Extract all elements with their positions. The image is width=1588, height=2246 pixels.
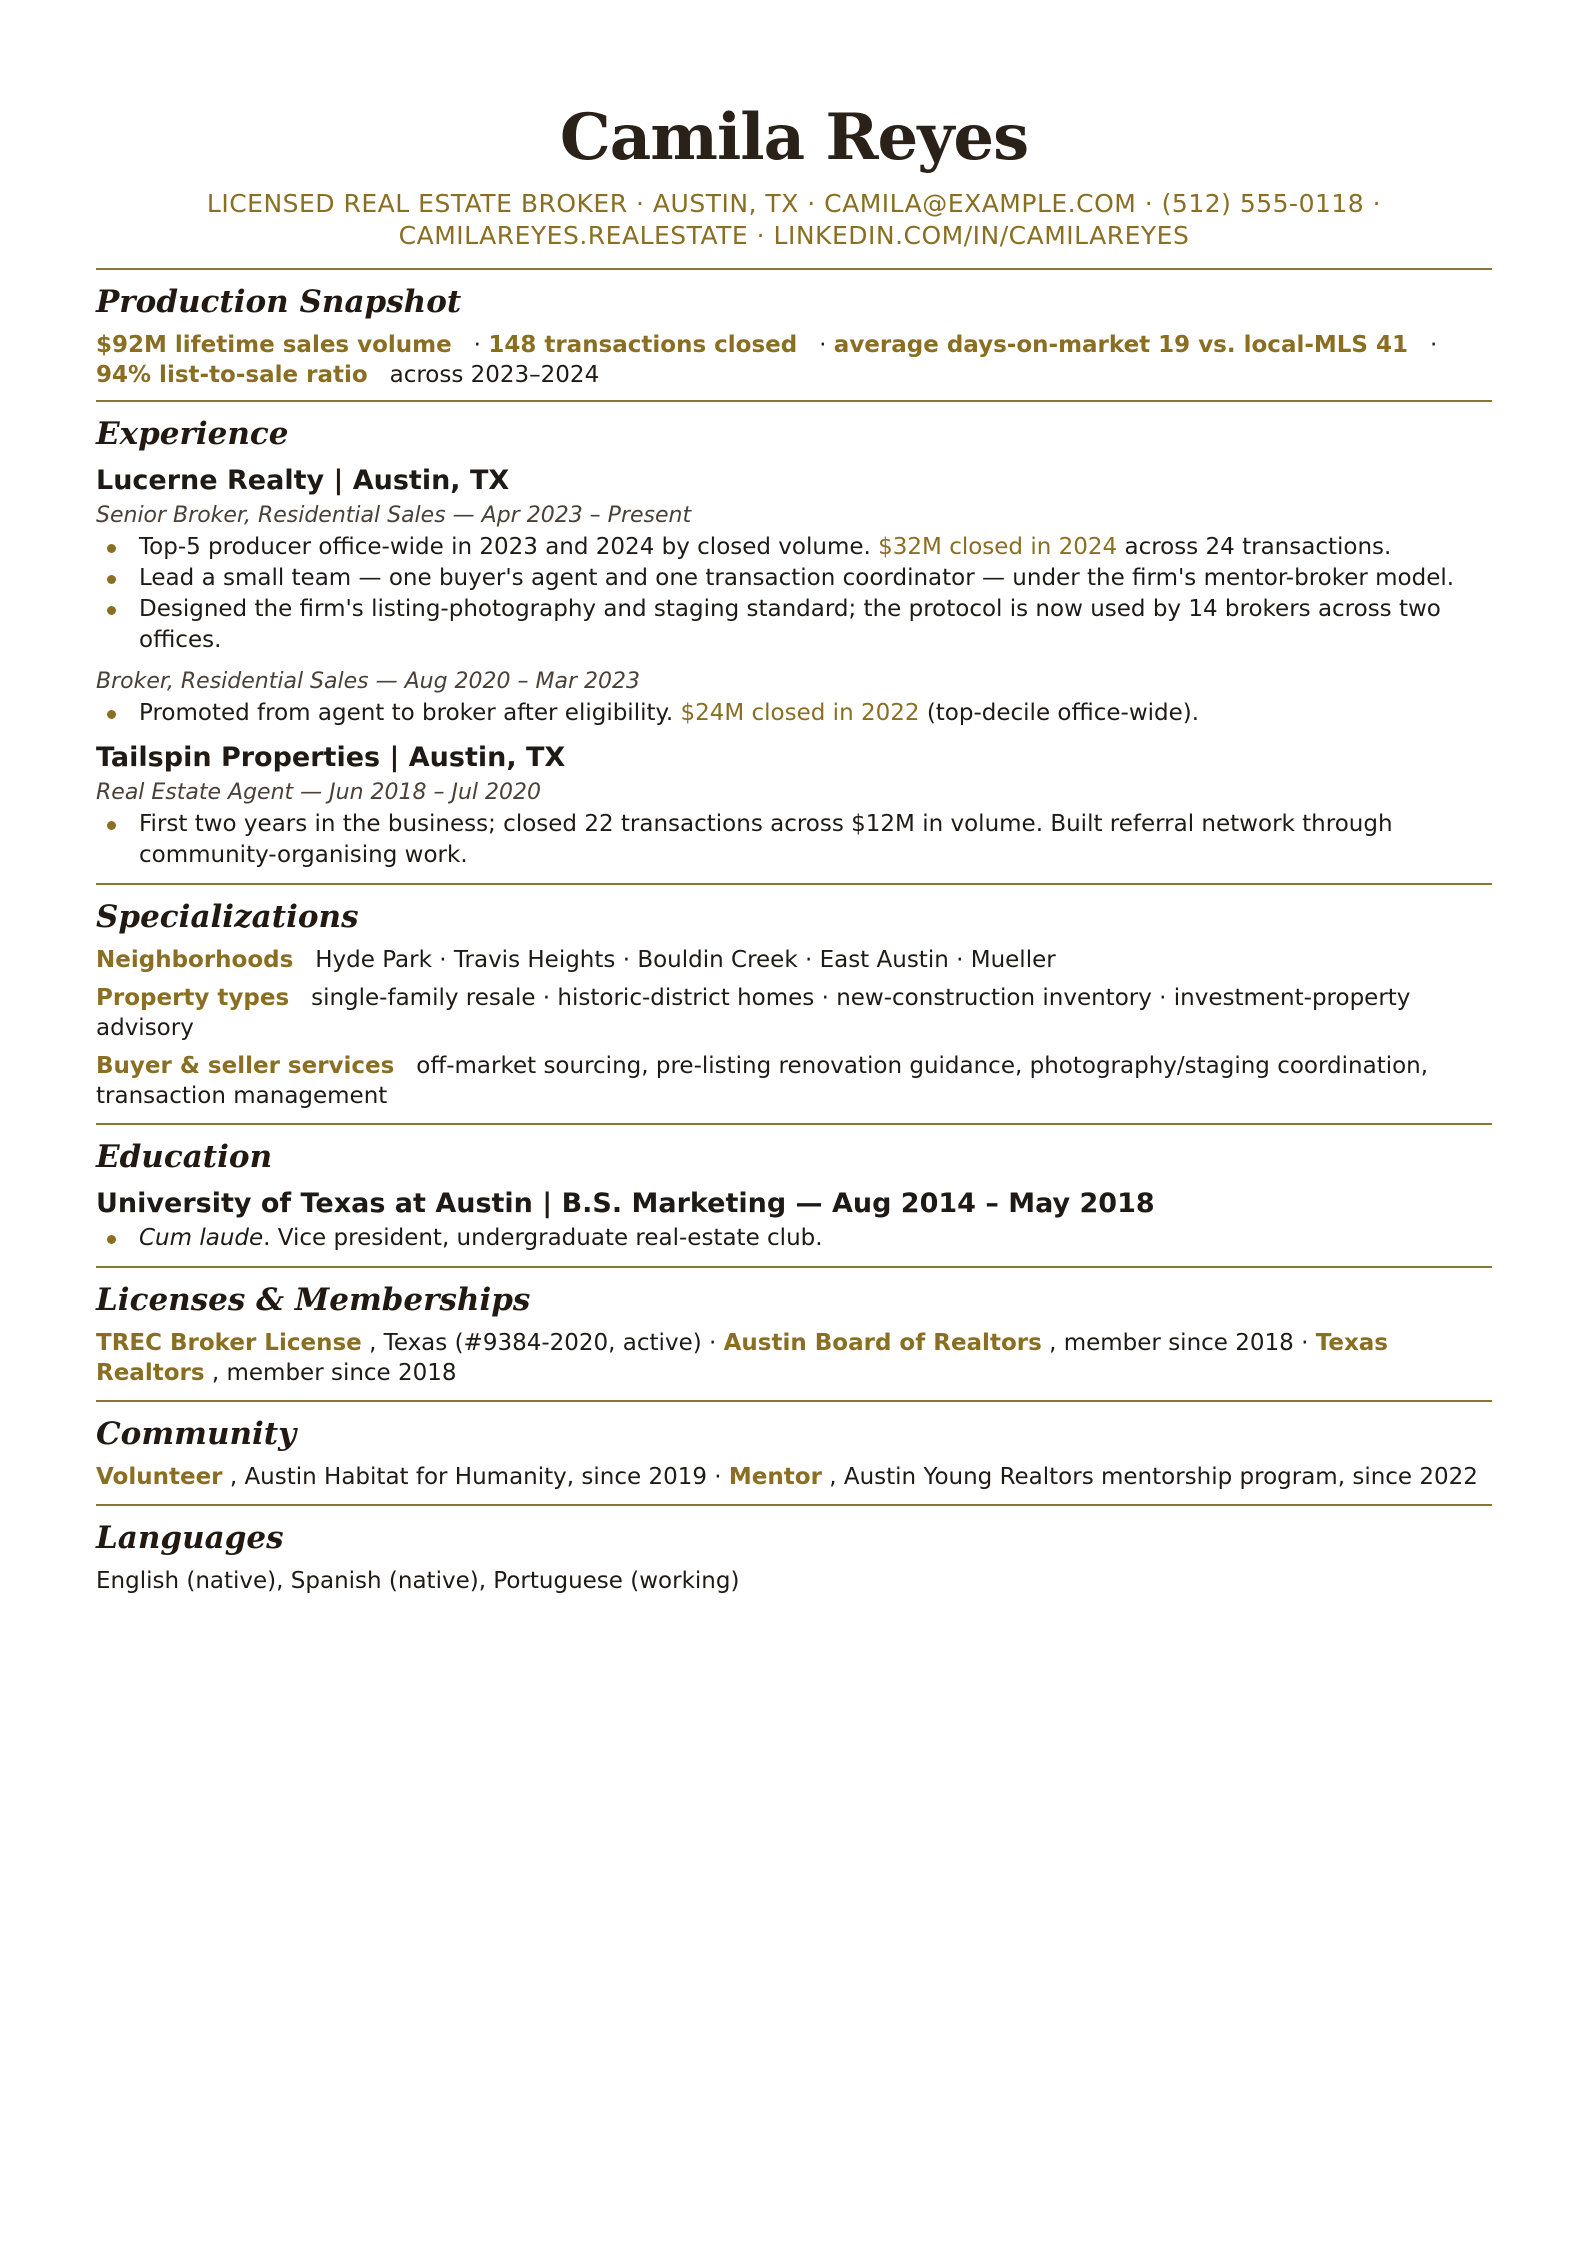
contact-line-2: CAMILAREYES.REALESTATE · LINKEDIN.COM/IN/CAMILAREYES: [398, 221, 1190, 250]
bullet-text: across 24 transactions.: [1124, 534, 1392, 560]
spec-label: Buyer & seller services: [96, 1053, 395, 1079]
membership-texas-realtors: Texas Realtors: [96, 1330, 1388, 1386]
contact-line: [96, 188, 1492, 252]
bullet-text: . Vice president, undergraduate real-estate club.: [263, 1225, 823, 1251]
list-item: [96, 1223, 1492, 1254]
metric-volume: $92M lifetime sales volume: [96, 332, 452, 358]
metric-transactions: 148 transactions closed: [488, 332, 798, 358]
section-title-languages: Languages: [96, 1520, 284, 1556]
snapshot-section: [96, 268, 1492, 390]
section-title-snapshot: Production Snapshot: [96, 284, 462, 320]
community-mentor: Mentor: [728, 1464, 822, 1490]
languages-section: [96, 1504, 1492, 1596]
role-broker: Broker, Residential Sales — Aug 2020 – Mar 2023: [96, 669, 641, 694]
spec-row: [96, 945, 1492, 975]
community-detail: , Austin Young Realtors mentorship program, since 2022: [829, 1464, 1478, 1490]
bullet-list: [96, 1223, 1492, 1254]
languages-text: English (native), Spanish (native), Portuguese (working): [96, 1568, 740, 1594]
section-title-community: Community: [96, 1416, 297, 1452]
bullet-text: (top-decile office-wide).: [926, 700, 1200, 726]
role-agent: Real Estate Agent — Jun 2018 – Jul 2020: [96, 780, 542, 805]
community-text: [96, 1462, 1492, 1492]
list-item: Lead a small team — one buyer's agent and one transaction coordinator — under the firm's mentor-broker model.: [96, 563, 1492, 594]
list-item: First two years in the business; closed 22 transactions across $12M in volume. Built referral network through community-organising work.: [96, 809, 1492, 871]
education-section: [96, 1123, 1492, 1254]
job-header-tailspin: Tailspin Properties | Austin, TX: [96, 742, 566, 773]
spec-text: Hyde Park · Travis Heights · Bouldin Creek · East Austin · Mueller: [315, 947, 1056, 973]
candidate-name: Camila Reyes: [559, 100, 1029, 175]
list-item: [96, 532, 1492, 563]
spec-text: single-family resale · historic-district homes · new-construction inventory · investment-property advisory: [96, 985, 1411, 1041]
license-detail: , Texas (#9384-2020, active) ·: [369, 1330, 717, 1356]
spec-label: Neighborhoods: [96, 947, 294, 973]
job-header-lucerne: Lucerne Realty | Austin, TX: [96, 465, 510, 496]
education-header: University of Texas at Austin | B.S. Marketing — Aug 2014 – May 2018: [96, 1188, 1155, 1219]
highlight-amount: $32M closed in 2024: [878, 534, 1118, 560]
highlight-amount: $24M closed in 2022: [680, 700, 920, 726]
metric-days-on-market: average days-on-market 19 vs. local-MLS 41: [833, 332, 1409, 358]
snapshot-metrics: $92M lifetime sales volume · 148 transactions closed · average days-on-market 19 vs. local-MLS 41 · 94% list-to-sale ratio across 2023–2024: [96, 332, 1438, 388]
specializations-section: [96, 883, 1492, 1111]
role-senior-broker: Senior Broker, Residential Sales — Apr 2023 – Present: [96, 503, 692, 528]
section-title-education: Education: [96, 1139, 273, 1175]
metric-list-to-sale: 94% list-to-sale ratio: [96, 362, 368, 388]
membership-abor: Austin Board of Realtors: [723, 1330, 1042, 1356]
bullet-list: [96, 809, 1492, 871]
community-section: [96, 1400, 1492, 1492]
membership-detail: , member since 2018 ·: [1049, 1330, 1309, 1356]
snapshot-period: across 2023–2024: [389, 362, 600, 388]
community-detail: , Austin Habitat for Humanity, since 2019 ·: [229, 1464, 722, 1490]
section-title-experience: Experience: [96, 416, 289, 452]
list-item: Designed the firm's listing-photography and staging standard; the protocol is now used by 14 brokers across two offices.: [96, 594, 1492, 656]
spec-row: [96, 983, 1492, 1043]
experience-section: [96, 400, 1492, 871]
section-title-specializations: Specializations: [96, 899, 359, 935]
contact-line-1: LICENSED REAL ESTATE BROKER · AUSTIN, TX · CAMILA@EXAMPLE.COM · (512) 555-0118 ·: [206, 189, 1382, 218]
spec-label: Property types: [96, 985, 290, 1011]
bullet-text: Top-5 producer office-wide in 2023 and 2024 by closed volume.: [139, 534, 871, 560]
spec-row: [96, 1051, 1492, 1111]
licenses-text: [96, 1328, 1492, 1388]
license-trec: TREC Broker License: [96, 1330, 362, 1356]
community-volunteer: Volunteer: [96, 1464, 223, 1490]
honors: Cum laude: [139, 1225, 264, 1251]
section-title-licenses: Licenses & Memberships: [96, 1282, 531, 1318]
bullet-list: [96, 532, 1492, 656]
list-item: [96, 698, 1492, 729]
bullet-list: [96, 698, 1492, 729]
membership-detail: , member since 2018: [211, 1360, 457, 1386]
bullet-text: Promoted from agent to broker after eligibility.: [139, 700, 674, 726]
spec-text: off-market sourcing, pre-listing renovation guidance, photography/staging coordination, transaction management: [96, 1053, 1429, 1109]
licenses-section: [96, 1266, 1492, 1388]
